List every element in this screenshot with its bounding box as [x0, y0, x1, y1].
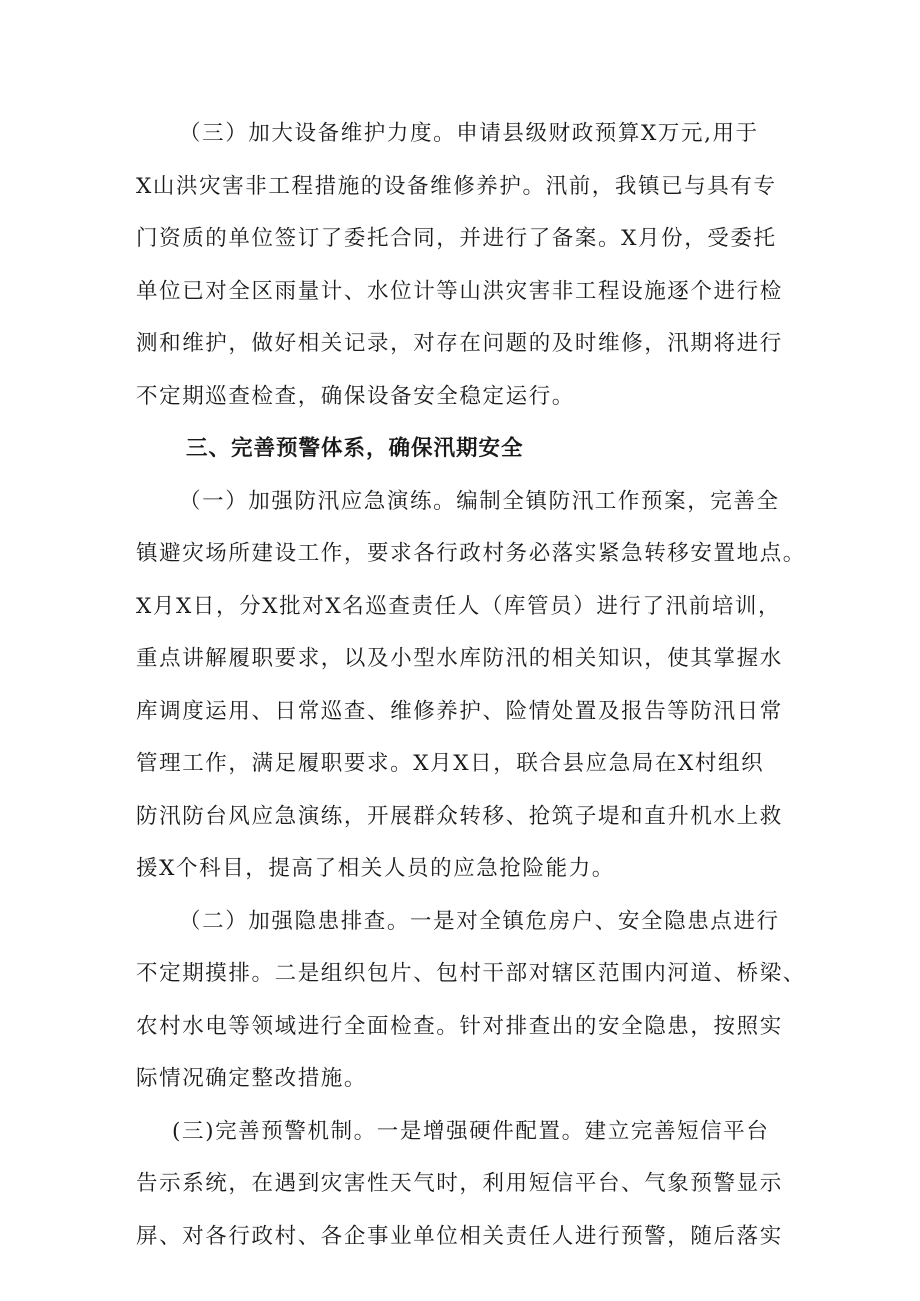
paragraph-warning-mechanism — [136, 1106, 800, 1264]
text-line: 库调度运用、日常巡查、维修养护、险情处置及报告等防汛日常 — [136, 698, 783, 724]
paragraph-emergency-drill — [136, 476, 806, 896]
text-line: 测和维护，做好相关记录，对存在问题的及时维修，汛期将进行 — [136, 331, 783, 356]
text-line: 单位已对全区雨量计、水位计等山洪灾害非工程设施逐个进行检 — [136, 278, 783, 304]
paragraph-hazard-inspection — [136, 896, 806, 1106]
text-line: （三）加大设备维护力度。申请县级财政预算X万元,用于 — [179, 121, 759, 146]
text-line: 屏、对各行政村、各企事业单位相关责任人进行预警，随后落实 — [136, 1223, 783, 1249]
text-line: （二）加强隐患排查。一是对全镇危房户、安全隐患点进行 — [179, 908, 780, 934]
text-line: 防汛防台风应急演练，开展群众转移、抢筑子堤和直升机水上救 — [136, 803, 783, 829]
text-line: 告示系统，在遇到灾害性天气时，利用短信平台、气象预警显示 — [136, 1171, 783, 1196]
text-line: 不定期巡查检查，确保设备安全稳定运行。 — [136, 383, 575, 409]
text-line: (三)完善预警机制。一是增强硬件配置。建立完善短信平台 — [172, 1118, 770, 1144]
text-line: 门资质的单位签订了委托合同，并进行了备案。X月份，受委托 — [136, 226, 777, 251]
text-line: 援X个科目，提高了相关人员的应急抢险能力。 — [136, 856, 615, 881]
text-line: 不定期摸排。二是组织包片、包村干部对辖区范围内河道、桥梁、 — [136, 961, 806, 986]
text-line: 镇避灾场所建设工作，要求各行政村务必落实紧急转移安置地点。 — [136, 541, 806, 566]
text-line: 际情况确定整改措施。 — [136, 1066, 368, 1091]
text-line: （一）加强防汛应急演练。编制全镇防汛工作预案，完善全 — [179, 488, 780, 514]
paragraph-equipment-maintenance — [136, 108, 800, 423]
text-line: X月X日，分X批对X名巡查责任人（库管员）进行了汛前培训， — [136, 593, 782, 619]
document-page — [136, 108, 806, 1263]
section-heading: 三、完善预警体系，确保汛期安全 — [186, 436, 524, 461]
text-line: 重点讲解履职要求，以及小型水库防汛的相关知识，使其掌握水 — [136, 646, 783, 671]
text-line: 管理工作，满足履职要求。X月X日，联合县应急局在X村组织 — [136, 751, 765, 776]
text-line: 农村水电等领域进行全面检查。针对排查出的安全隐患，按照实 — [136, 1013, 783, 1039]
text-line: X山洪灾害非工程措施的设备维修养护。汛前，我镇已与具有专 — [136, 173, 777, 199]
